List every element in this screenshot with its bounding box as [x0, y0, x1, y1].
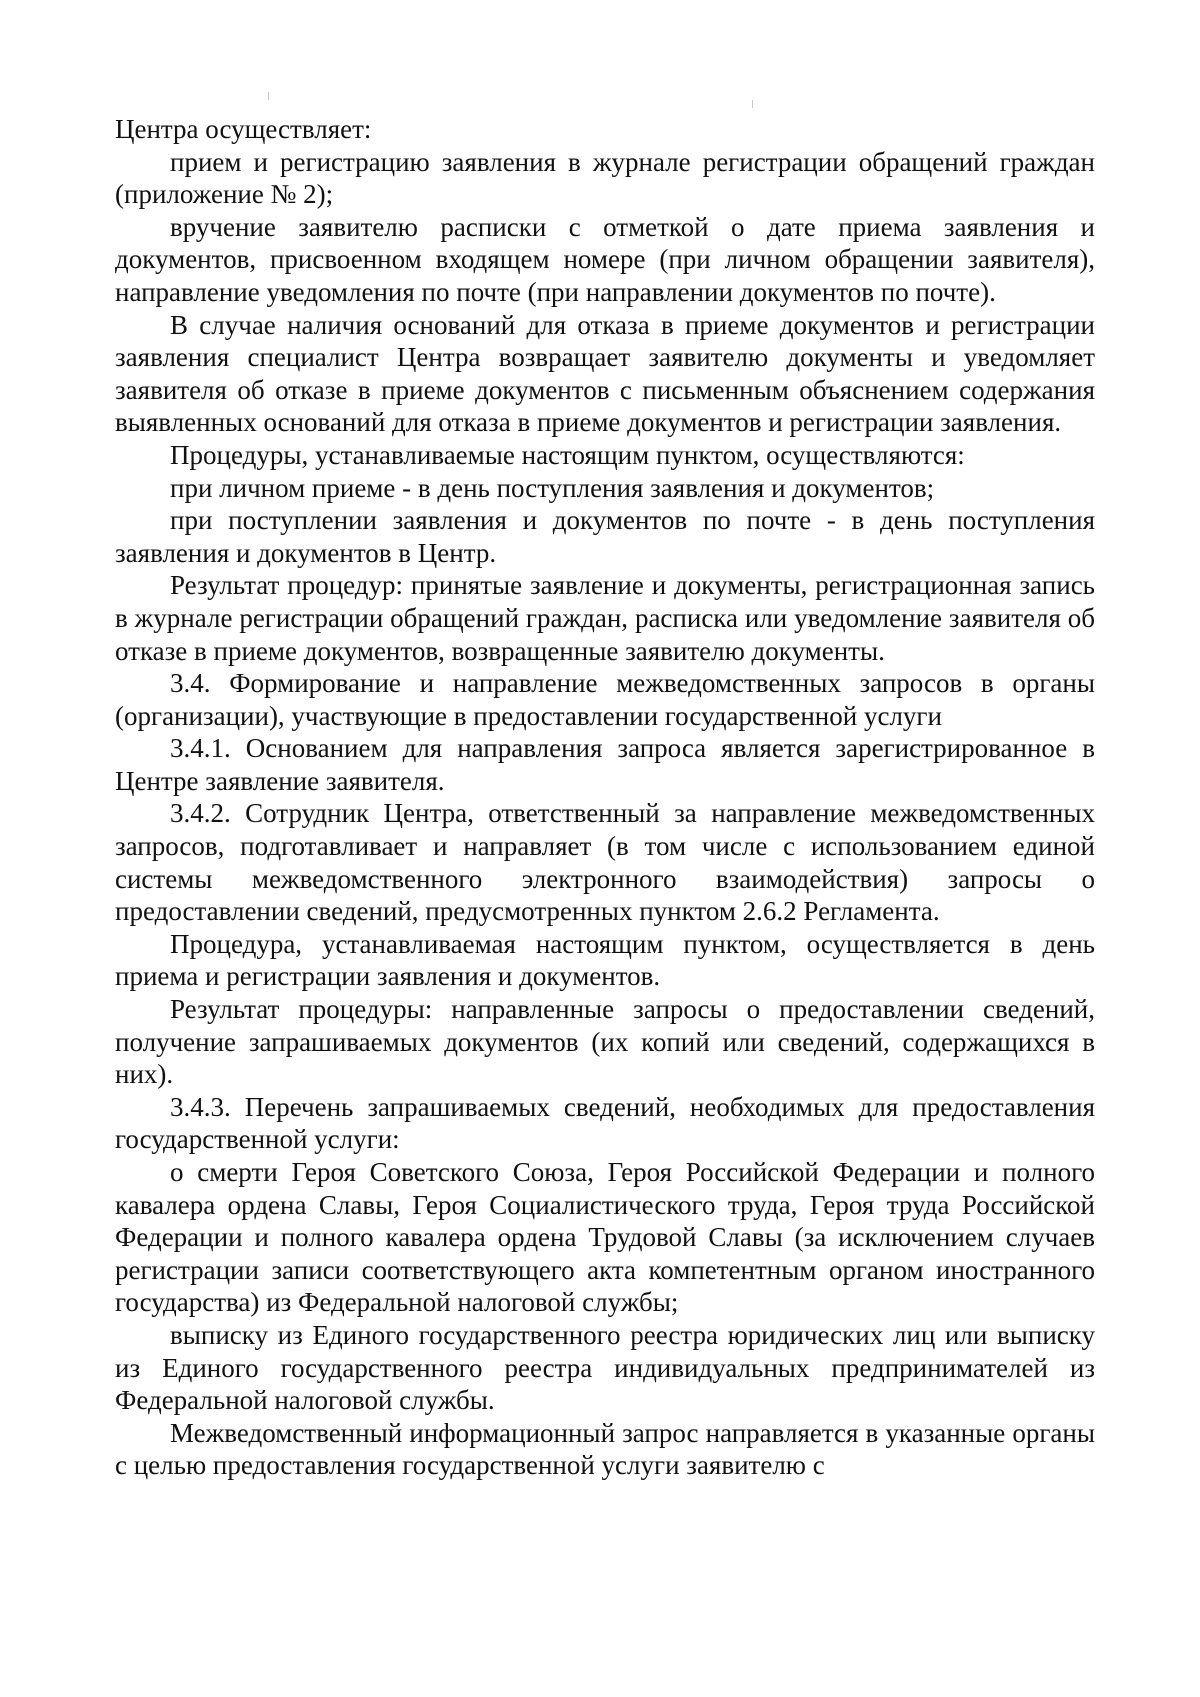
paragraph-procedures: Процедуры, устанавливаемые настоящим пунктом, осуществляются:: [170, 439, 965, 470]
paragraph-procedure-result: Результат процедуры: направленные запросы о предоставлении сведений, получение запрашиваемых документов (их копий или сведений, содержащихся в них).: [115, 994, 1095, 1090]
paragraph-registration: прием и регистрацию заявления в журнале регистрации обращений граждан (приложение № 2);: [115, 146, 1095, 210]
paragraph-mail: при поступлении заявления и документов по почте - в день поступления заявления и документов в Центр.: [115, 505, 1095, 568]
paragraph-result: Результат процедур: принятые заявление и документы, регистрационная запись в журнале регистрации обращений граждан, расписка или уведомление заявителя об отказе в приеме документов, возвращенные заявителю документы.: [115, 570, 1095, 666]
paragraph-procedure-timing: Процедура, устанавливаемая настоящим пунктом, осуществляется в день приема и регистрации заявления и документов.: [115, 928, 1095, 992]
scan-mark: [268, 92, 269, 100]
paragraph-3-4-2: 3.4.2. Сотрудник Центра, ответственный за направление межведомственных запросов, подготавливает и направляет (в том числе с использованием единой системы межведомственного электронного взаимодействия) запросы о предоставлении сведений, предусмотренных пунктом 2.6.2 Регламента.: [115, 798, 1095, 927]
paragraph-registry-extract: выписку из Единого государственного реестра юридических лиц или выписку из Единого государственного реестра индивидуальных предпринимателей из Федеральной налоговой службы.: [115, 1319, 1095, 1416]
paragraph-receipt: вручение заявителю расписки с отметкой о дате приема заявления и документов, присвоенном входящем номере (при личном обращении заявителя), направление уведомления по почте (при направлении документов по почте).: [115, 211, 1095, 307]
scan-mark: [752, 100, 753, 108]
paragraph-refusal: В случае наличия оснований для отказа в приеме документов и регистрации заявления специалист Центра возвращает заявителю документы и уведомляет заявителя об отказе в приеме документов с письменным объяснением содержания выявленных оснований для отказа в приеме документов и регистрации заявления.: [115, 309, 1095, 438]
paragraph-interagency-request: Межведомственный информационный запрос направляется в указанные органы с целью предоставления государственной услуги заявителю с: [115, 1417, 1095, 1481]
paragraph-3-4-3: 3.4.3. Перечень запрашиваемых сведений, необходимых для предоставления государственной услуги:: [115, 1091, 1095, 1155]
section-heading-3-4: 3.4. Формирование и направление межведомственных запросов в органы (организации), участвующие в предоставлении государственной услуги: [115, 668, 1095, 731]
paragraph-continuation: Центра осуществляет:: [115, 114, 372, 144]
document-body: [115, 113, 1095, 1482]
paragraph-personal: при личном приеме - в день поступления заявления и документов;: [170, 472, 935, 503]
paragraph-3-4-1: 3.4.1. Основанием для направления запроса является зарегистрированное в Центре заявление заявителя.: [115, 733, 1095, 796]
paragraph-death-info: о смерти Героя Советского Союза, Героя Российской Федерации и полного кавалера ордена Славы, Героя Социалистического труда, Героя труда Российской Федерации и полного кавалера ордена Трудовой Славы (за исключением случаев регистрации записи соответствующего акта компетентным органом иностранного государства) из Федеральной налоговой службы;: [115, 1157, 1095, 1318]
